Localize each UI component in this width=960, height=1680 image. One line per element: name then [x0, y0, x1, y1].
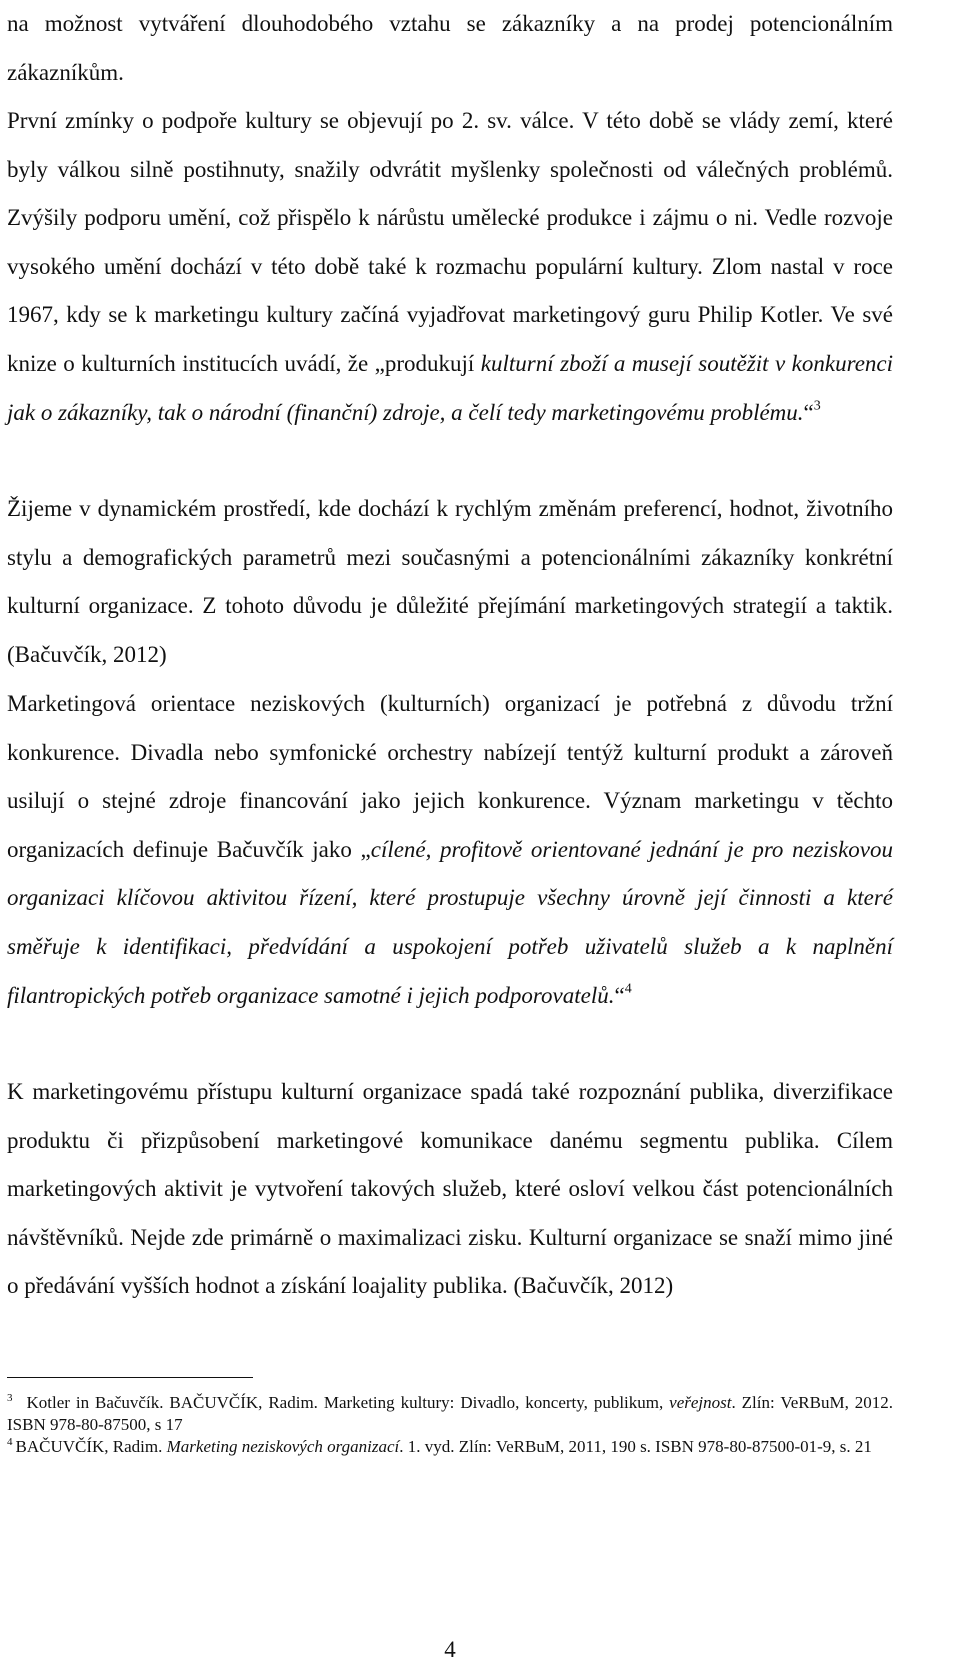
- footnote: [7, 1392, 893, 1436]
- text-run: K marketingovému přístupu kulturní organizace spadá také rozpoznání publika, diverzifikace produktu či přizpůsobení marketingové komunikace danému segmentu publika. Cílem marketingových aktivit je vytvoření takových služeb, které osloví velkou část potencionálních návštěvníků. Nejde zde primárně o maximalizaci zisku. Kulturní organizace se snaží mimo jiné o předávání vyšších hodnot a získání loajality publika. (Bačuvčík, 2012): [7, 1079, 893, 1299]
- italic-text: Marketing neziskových organizací: [166, 1437, 400, 1456]
- footnotes: [7, 1392, 893, 1458]
- footnote-separator: [7, 1377, 253, 1378]
- footnote-number: 3: [7, 1392, 13, 1405]
- text-run: Kotler in Bačuvčík. BAČUVČÍK, Radim. Marketing kultury: Divadlo, koncerty, publikum,: [26, 1393, 670, 1412]
- footnote: [7, 1436, 893, 1458]
- text-run: “: [614, 982, 625, 1008]
- text-run: Žijeme v dynamickém prostředí, kde dochází k rychlým změnám preferencí, hodnot, životního stylu a demografických parametrů mezi současnými a potencionálními zákazníky konkrétní kulturní organizace. Z tohoto důvodu je důležité přejímání marketingových strategií a taktik. (Bačuvčík, 2012): [7, 496, 893, 667]
- paragraph: [7, 485, 893, 679]
- text-run: na možnost vytváření dlouhodobého vztahu se zákazníky a na prodej potencionálním zákazníkům.: [7, 11, 893, 85]
- paragraph: [7, 1068, 893, 1311]
- footnote-number: 4: [7, 1436, 13, 1449]
- paragraph: [7, 680, 893, 1020]
- footnote-reference: 4: [624, 981, 632, 997]
- italic-text: veřejnost: [669, 1393, 732, 1412]
- text-run: Marketingová orientace neziskových (kulturních) organizací je potřebná z důvodu tržní konkurence. Divadla nebo symfonické orchestry nabízejí tentýž kulturní produkt a zároveň usilují o stejné zdroje financování jako jejich konkurence. Význam marketingu v těchto organizacích definuje Bačuvčík jako „: [7, 691, 893, 862]
- italic-text: cílené, profitově orientované jednání je pro neziskovou organizaci klíčovou aktivitou řízení, které prostupuje všechny úrovně její činnosti a které směřuje k identifikaci, předvídání a uspokojení potřeb uživatelů služeb a k naplnění filantropických potřeb organizace samotné i jejich podporovatelů.: [7, 836, 893, 1008]
- text-run: . Zlín: VeRBuM, 2012. ISBN 978-80-87500, s 17: [7, 1393, 894, 1434]
- text-run: “: [803, 399, 814, 425]
- paragraph: [7, 97, 893, 437]
- page-number: 4: [444, 1637, 456, 1662]
- text-run: BAČUVČÍK, Radim.: [15, 1437, 167, 1456]
- footnote-reference: 3: [813, 398, 821, 414]
- text-run: . 1. vyd. Zlín: VeRBuM, 2011, 190 s. ISBN 978-80-87500-01-9, s. 21: [399, 1437, 872, 1456]
- paragraph: [7, 0, 893, 97]
- italic-text: kulturní zboží a musejí soutěžit v konkurenci jak o zákazníky, tak o národní (finanční) zdroje, a čelí tedy marketingovému problému.: [7, 350, 894, 425]
- text-run: První zmínky o podpoře kultury se objevují po 2. sv. válce. V této době se vlády zemí, které byly válkou silně postihnuty, snažily odvrátit myšlenky společnosti od válečných problémů. Zvýšily podporu umění, což přispělo k nárůstu umělecké produkce i zájmu o ni. Vedle rozvoje vysokého umění dochází v této době také k rozmachu populární kultury. Zlom nastal v roce 1967, kdy se k marketingu kultury začíná vyjadřovat marketingový guru Philip Kotler. Ve své knize o kulturních institucích uvádí, že „produkují: [7, 108, 893, 376]
